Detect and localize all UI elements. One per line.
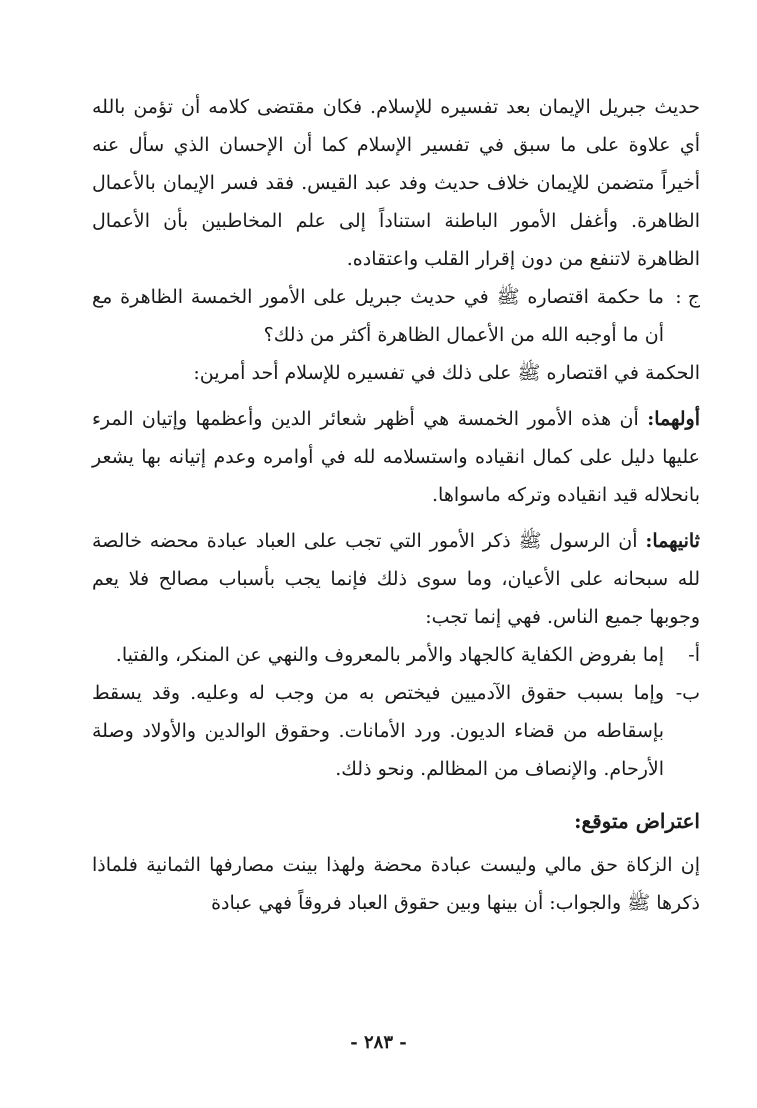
spacer <box>92 514 700 522</box>
first-reason <box>92 400 700 514</box>
page-body <box>92 88 700 922</box>
objection-paragraph: إن الزكاة حق مالي وليست عبادة محضة ولهذا بينت مصارفها الثمانية فلماذا ذكرها ﷺ والجواب: أن بينها وبين حقوق العباد فروقاً فهي عبادة <box>92 854 700 914</box>
section-heading: اعتراض متوقع: <box>574 809 700 833</box>
list-item <box>92 674 700 788</box>
spacer <box>92 392 700 400</box>
first-reason-label: أولهما: <box>647 408 700 430</box>
first-reason-text: أن هذه الأمور الخمسة هي أظهر شعائر الدين وأعظمها وإتيان المرء عليها دليل على كمال انقياده واستسلامه لله في أوامره وعدم إتيانه بها يشعر بانحلاله قيد انقياده وتركه ماسواها. <box>92 408 700 506</box>
intro-paragraph: حديث جبريل الإيمان بعد تفسيره للإسلام. فكان مقتضى كلامه أن تؤمن بالله أي علاوة على ما سبق في تفسير الإسلام كما أن الإحسان الذي سأل عنه أخيراً متضمن للإيمان خلاف حديث وفد عبد القيس. فقد فسر الإيمان بالأعمال الظاهرة. وأغفل الأمور الباطنة استناداً إلى علم المخاطبين بأن الأعمال الظاهرة لاتنفع من دون إقرار القلب واعتقاده. <box>92 96 700 270</box>
page-number: - ٢٨٣ - <box>350 1032 407 1053</box>
list-marker: ب- <box>675 682 700 704</box>
question-block <box>92 278 700 354</box>
list-marker: أ- <box>688 644 700 666</box>
question-label: ج : <box>675 286 700 308</box>
second-reason-label: ثانيهما: <box>645 530 700 552</box>
question-text: ما حكمة اقتصاره ﷺ في حديث جبريل على الأمور الخمسة الظاهرة مع أن ما أوجبه الله من الأعمال الظاهرة أكثر من ذلك؟ <box>92 286 664 346</box>
list-item-text: إما بفروض الكفاية كالجهاد والأمر بالمعروف والنهي عن المنكر، والفتيا. <box>115 644 664 666</box>
second-reason-text: أن الرسول ﷺ ذكر الأمور التي تجب على العباد عبادة محضه خالصة لله سبحانه على الأعيان، وما سوى ذلك فإنما يجب بأسباب مصالح فلا يعم وجوبها جميع الناس. فهي إنما تجب: <box>92 530 700 628</box>
second-reason <box>92 522 700 636</box>
answer-intro: الحكمة في اقتصاره ﷺ على ذلك في تفسيره للإسلام أحد أمرين: <box>193 362 700 384</box>
list-item-text: وإما بسبب حقوق الآدميين فيختص به من وجب له وعليه. وقد يسقط بإسقاطه من قضاء الديون. ورد الأمانات. وحقوق الوالدين والأولاد وصلة الأرحام. والإنصاف من المظالم. ونحو ذلك. <box>92 682 664 780</box>
list-item <box>92 636 700 674</box>
